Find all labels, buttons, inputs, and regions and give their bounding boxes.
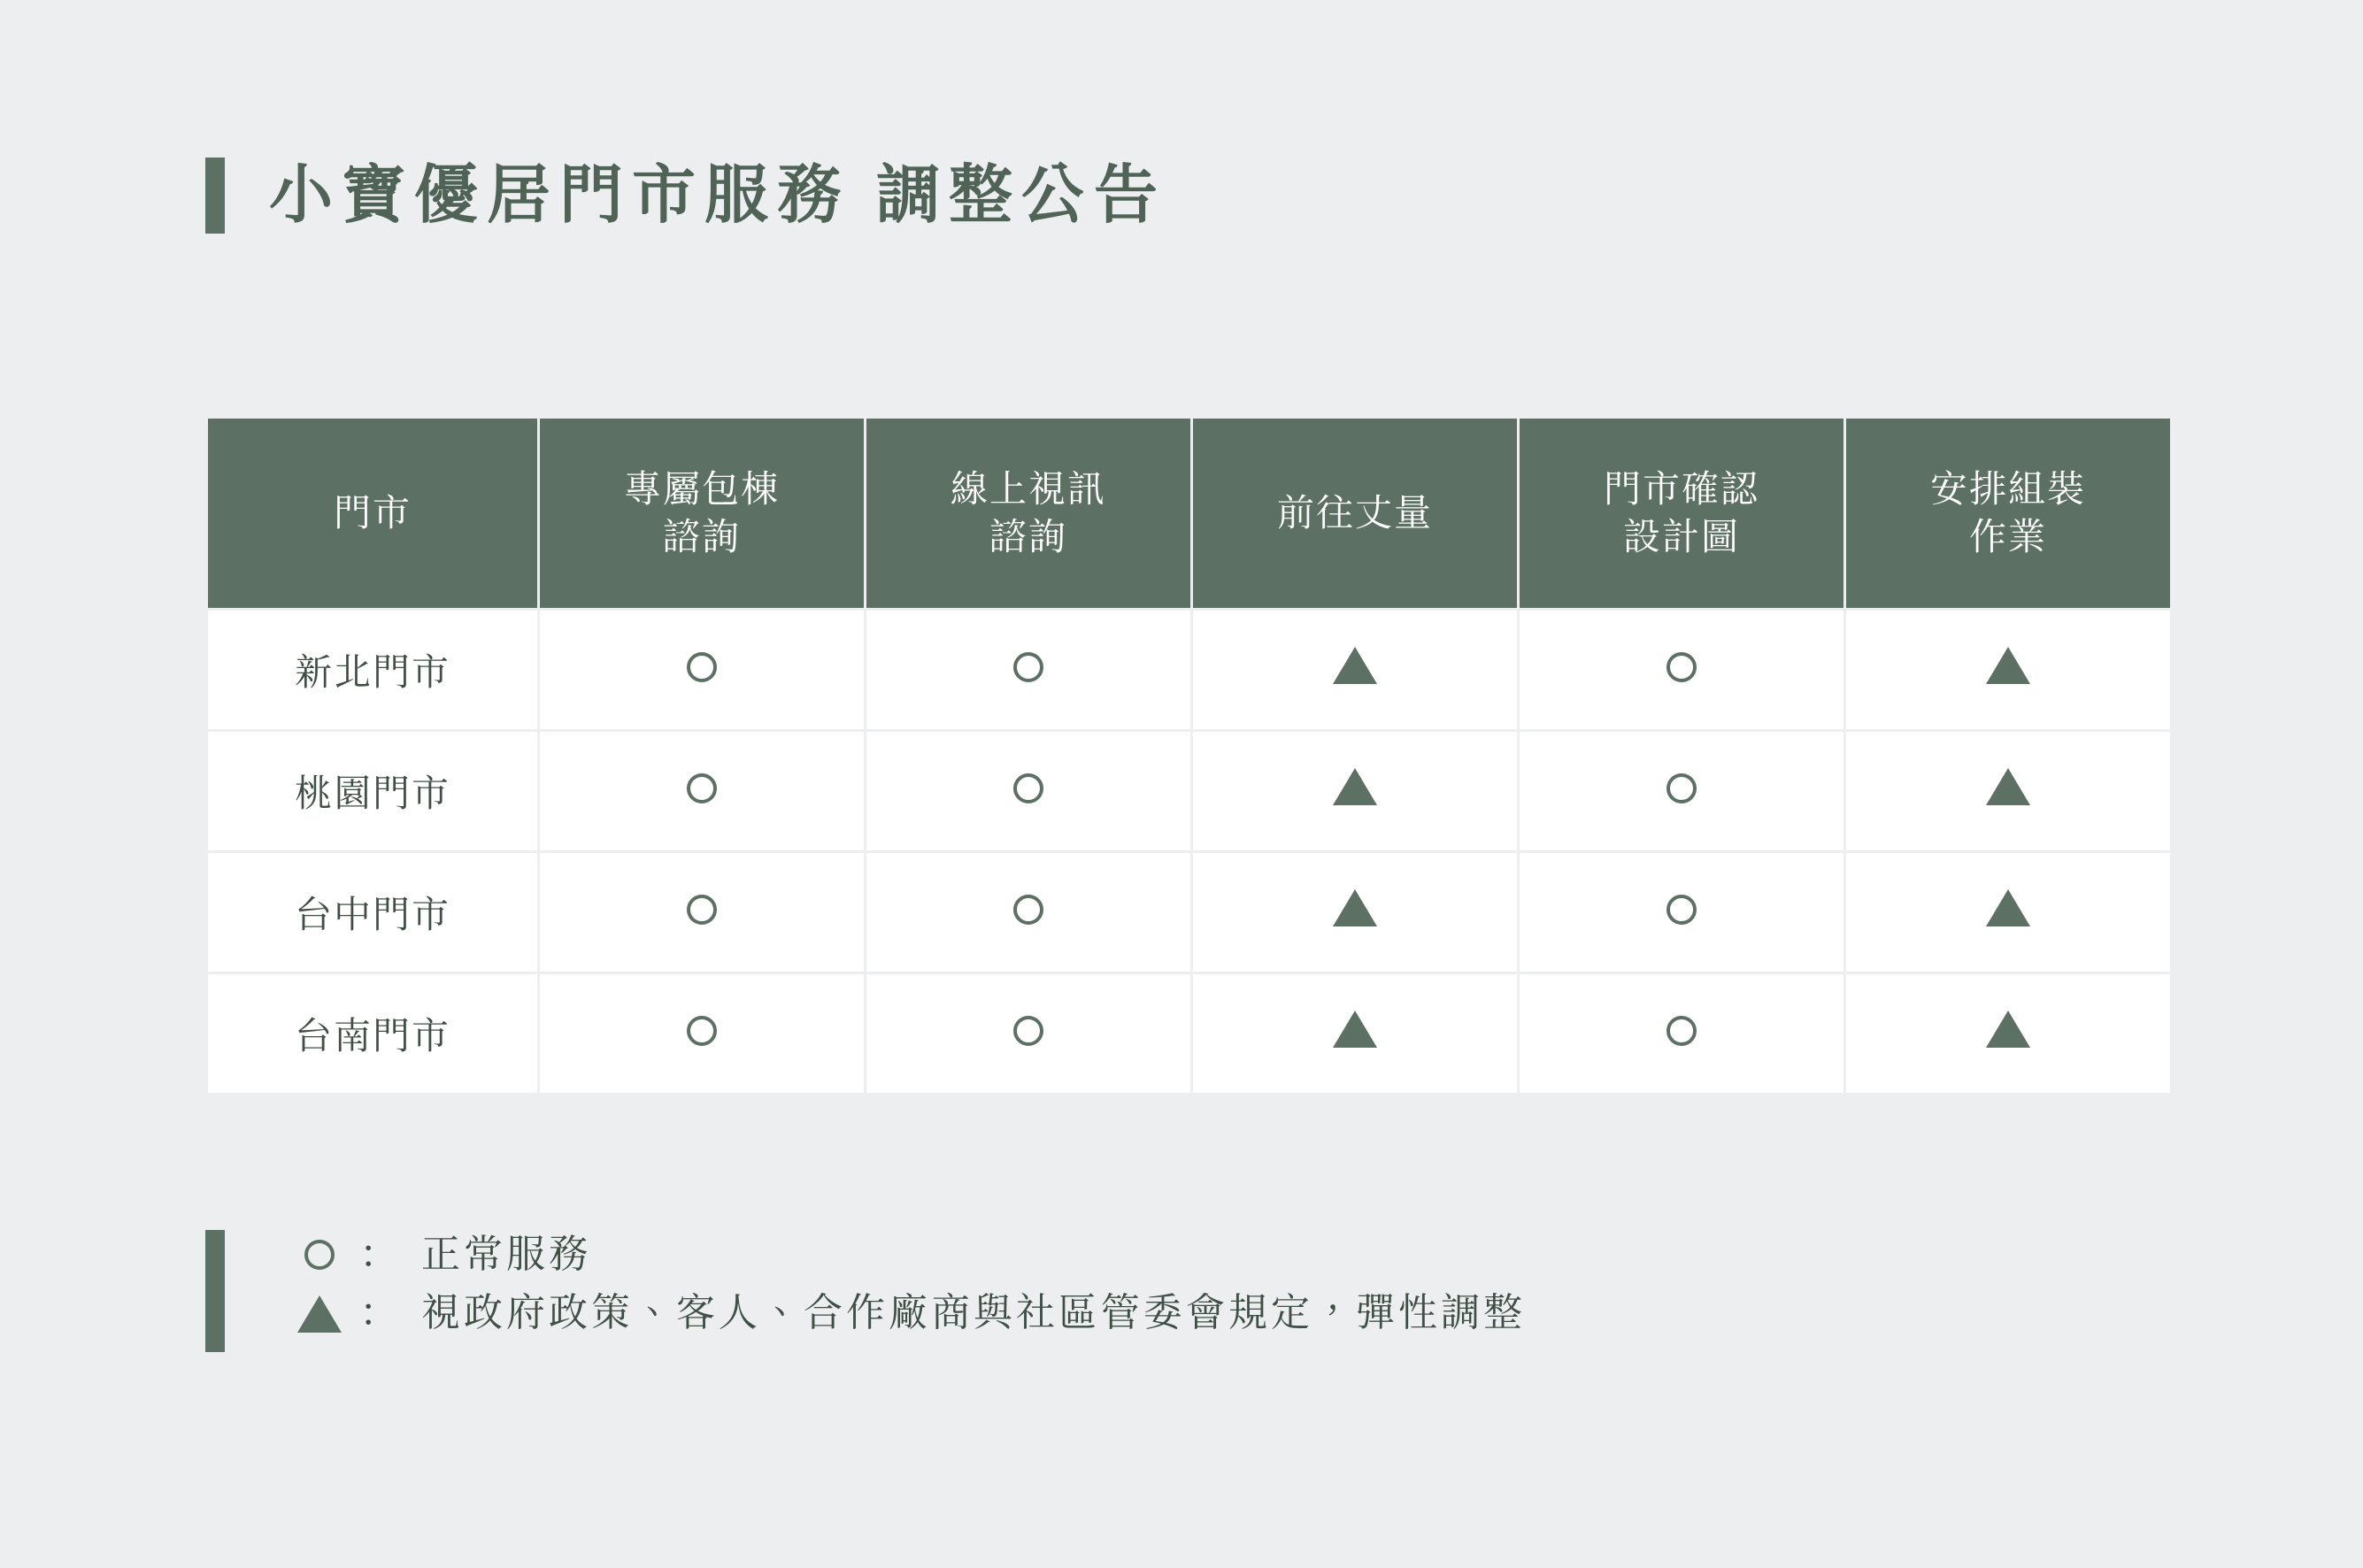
- table-header-onsite-measure-line1: 前往丈量: [1276, 492, 1433, 534]
- circle-icon: [687, 773, 717, 803]
- table-cell-status: [540, 974, 864, 1093]
- table-header: [208, 419, 2170, 608]
- triangle-icon: [1986, 889, 2030, 926]
- circle-icon: [1013, 895, 1043, 925]
- table-header-row: [208, 419, 2170, 608]
- circle-icon: [687, 895, 717, 925]
- legend-item-normal-service: [289, 1234, 1526, 1276]
- table-row: [208, 853, 2170, 972]
- legend-accent-bar: [205, 1230, 225, 1352]
- legend-colon: ：: [359, 1233, 402, 1276]
- table-header-online-video-consult-line2: 諮詢: [989, 516, 1067, 557]
- triangle-icon: [1333, 768, 1377, 805]
- table-header-design-confirm-line1: 門市確認: [1603, 468, 1759, 511]
- table-cell-status: [1193, 611, 1517, 729]
- circle-icon: [687, 1016, 717, 1046]
- page-title-row: [205, 158, 1166, 234]
- table-header-design-confirm-line2: 設計圖: [1622, 516, 1740, 557]
- table-row: [208, 732, 2170, 850]
- legend-lines: [289, 1230, 1526, 1335]
- circle-icon: [1666, 652, 1697, 682]
- table-cell-status: [866, 974, 1190, 1093]
- table-cell-status: [866, 853, 1190, 972]
- page-title: 小寶優居門市服務 調整公告: [269, 160, 1167, 231]
- legend: [205, 1230, 1526, 1352]
- circle-icon: [1666, 1016, 1697, 1046]
- table-header-assembly-schedule-line1: 安排組裝: [1929, 468, 2086, 511]
- legend-colon: ：: [359, 1291, 402, 1335]
- triangle-icon: [1333, 1011, 1377, 1048]
- table-cell-status: [1193, 732, 1517, 850]
- table-cell-status: [1846, 611, 2170, 729]
- table-cell-store-name: 新北門市: [208, 611, 537, 729]
- table-header-exclusive-consult: [540, 419, 864, 608]
- circle-icon: [1666, 773, 1697, 803]
- title-accent-bar: [205, 158, 225, 234]
- table-header-design-confirm: [1520, 419, 1843, 608]
- table-body: [208, 611, 2170, 1093]
- table-cell-status: [1846, 974, 2170, 1093]
- table-cell-status: [1193, 853, 1517, 972]
- table-header-store-label: 門市: [333, 492, 412, 534]
- table-cell-status: [1520, 732, 1843, 850]
- table-cell-status: [1520, 611, 1843, 729]
- table-header-onsite-measure: [1193, 419, 1517, 608]
- circle-icon: [289, 1240, 350, 1270]
- table-header-exclusive-consult-line1: 專屬包棟: [623, 468, 780, 511]
- table-cell-store-name: 台中門市: [208, 853, 537, 972]
- table-header-exclusive-consult-line2: 諮詢: [662, 516, 741, 557]
- table-header-assembly-schedule-line2: 作業: [1968, 516, 2047, 557]
- triangle-icon: [1333, 647, 1377, 684]
- table-cell-store-name: 桃園門市: [208, 732, 537, 850]
- legend-label-flexible-adjust: 視政府政策、客人、合作廠商與社區管委會規定，彈性調整: [421, 1291, 1526, 1335]
- table-cell-status: [866, 611, 1190, 729]
- circle-icon: [1013, 1016, 1043, 1046]
- table-header-online-video-consult-line1: 線上視訊: [950, 468, 1106, 511]
- triangle-icon: [1986, 768, 2030, 805]
- triangle-icon: [1333, 889, 1377, 926]
- table-header-store: [208, 419, 537, 608]
- legend-item-flexible-adjust: [289, 1292, 1526, 1334]
- table-cell-status: [866, 732, 1190, 850]
- table-row: [208, 611, 2170, 729]
- table-cell-status: [1520, 974, 1843, 1093]
- circle-icon: [1013, 652, 1043, 682]
- service-table: [205, 416, 2173, 1095]
- triangle-icon: [1986, 1011, 2030, 1048]
- circle-icon: [687, 652, 717, 682]
- triangle-icon: [1986, 647, 2030, 684]
- table-cell-status: [1846, 732, 2170, 850]
- table-cell-status: [540, 611, 864, 729]
- table-header-online-video-consult: [866, 419, 1190, 608]
- table-row: [208, 974, 2170, 1093]
- table-cell-status: [1846, 853, 2170, 972]
- triangle-icon: [289, 1295, 350, 1333]
- table-header-assembly-schedule: [1846, 419, 2170, 608]
- circle-icon: [1013, 773, 1043, 803]
- table-cell-status: [540, 853, 864, 972]
- table-cell-status: [540, 732, 864, 850]
- table-cell-status: [1520, 853, 1843, 972]
- legend-label-normal-service: 正常服務: [421, 1233, 591, 1276]
- circle-icon: [1666, 895, 1697, 925]
- table-cell-store-name: 台南門市: [208, 974, 537, 1093]
- service-table-wrapper: [205, 416, 2156, 1095]
- table-cell-status: [1193, 974, 1517, 1093]
